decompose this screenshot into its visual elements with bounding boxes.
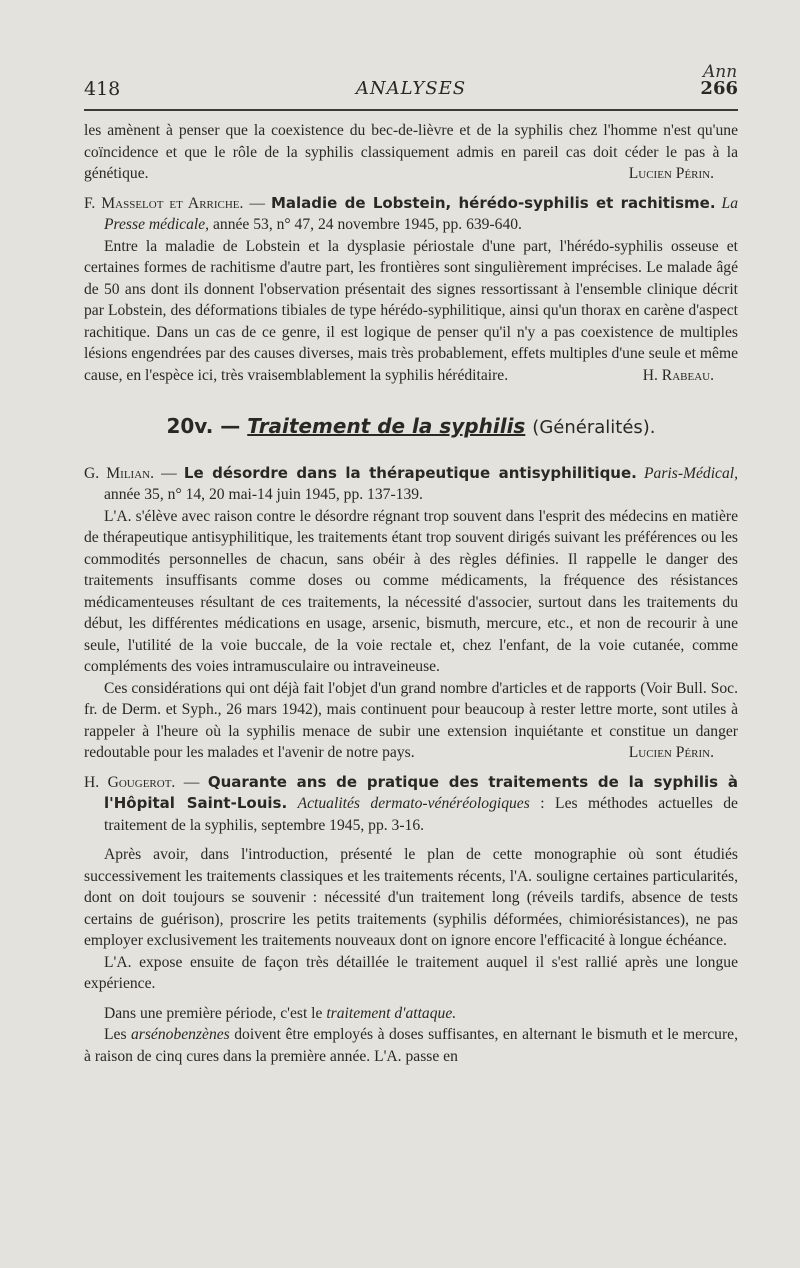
page-number: 418 — [84, 78, 121, 100]
paragraph: Les arsénobenzènes doivent être employés à doses suffisantes, en alternant le bismuth et le mercure, à raison de cinq cures dans la première année. L'A. passe en — [84, 1026, 738, 1065]
paragraph: L'A. s'élève avec raison contre le désordre régnant trop souvent dans l'esprit des médecins en matière de thérapeutique antisyphilitique, les traitements étant trop souvent dirigés suivant les préférences ou les commodités personnelles de chacun, sans obéir à des règles définies. Il rappelle le danger des traitements insuffisants comme doses ou comme médicaments, la fréquence des résistances médicamenteuses résultant de ces traitements, la nécessité d'associer, surtout dans les traitements du début, les différentes médications en usage, arsenic, bismuth, mercure, etc., et non de recourir à une seule, l'utilité de la voie buccale, de la voie rectale et, chez l'enfant, de la voie cutanée, comme compléments des voies intramusculaire ou intraveineuse. — [84, 507, 738, 675]
paragraph: L'A. expose ensuite de façon très détaillée le traitement auquel il s'est rallié après une longue expérience. — [84, 953, 738, 992]
signature: Lucien Périn. — [628, 165, 714, 182]
paragraph: Entre la maladie de Lobstein et la dysplasie périostale d'une part, l'hérédo-syphilis osseuse et certaines formes de rachitisme d'autre part, les frontières sont singulièrement imprécises. Le malade âgé de 50 ans dont ils donnent l'observation présentait des signes ressortissant à l'ensemble clinique décrit par Lobstein, des déformations tibiales de type hérédo-syphilitique, ainsi qu'un thorax en carène d'aspect rachitique. Dans un cas de ce genre, il est logique de penser qu'il n'y a pas coexistence de multiples lésions engendrées par des causes diverses, mais très probablement, effets multiples d'une seule et même cause, en l'espèce ici, très vraisemblablement la syphilis héréditaire. H. Rabeau. — [84, 236, 738, 387]
running-title: ANALYSES — [355, 78, 467, 99]
paragraph: les amènent à penser que la coexistence du bec-de-lièvre et de la syphilis chez l'homme n'est qu'une coïncidence et que le rôle de la syphilis classiquement admis en pareil cas doit céder le pas à la génétique. Lucien Périn. — [84, 120, 738, 185]
corner-annotation: Ann — [703, 62, 738, 82]
paragraph: Dans une première période, c'est le traitement d'attaque. — [104, 1004, 457, 1022]
article-body — [84, 120, 738, 1067]
article-heading: H. Gougerot. — Quarante ans de pratique des traitements de la syphilis à l'Hôpital Saint-Louis. Actualités dermato-vénéréologiques : Les méthodes actuelles de traitement de la syphilis, septembre 1945, pp. 3-16. — [84, 772, 738, 834]
header-rule — [84, 109, 738, 111]
section-heading — [84, 416, 738, 439]
article-reference: : Les méthodes actuelles de traitement de la syphilis, septembre 1945, pp. 3-16. — [104, 795, 738, 834]
article-source: Actualités dermato-vénéréologiques — [297, 795, 530, 812]
article-author: F. Masselot et Arriche. — [84, 194, 244, 212]
section-title: Traitement de la syphilis — [247, 414, 526, 438]
section-subtitle: (Généralités). — [532, 417, 656, 438]
article-reference: année 53, n° 47, 24 novembre 1945, pp. 639-640. — [212, 216, 522, 233]
issue-number: 266 — [700, 78, 738, 99]
article-source: La Presse médicale, — [104, 194, 739, 233]
article-source: Paris-Médical, — [644, 464, 739, 482]
paragraph: Ces considérations qui ont déjà fait l'objet d'un grand nombre d'articles et de rapports (Voir Bull. Soc. fr. de Derm. et Syph., 26 mars 1942), mais continuent pour beaucoup à rester lettre morte, sont utiles à rappeler à l'heure où la syphilis menace de subir une extension inquiétante et constitue un danger redoutable pour les malades et l'avenir de notre pays. Lucien Périn. — [84, 678, 738, 764]
running-header — [84, 78, 738, 106]
signature: Lucien Périn. — [628, 744, 714, 761]
article-heading: F. Masselot et Arriche. — Maladie de Lobstein, hérédo-syphilis et rachitisme. La Presse médicale, année 53, n° 47, 24 novembre 1945, pp. 639-640. — [84, 193, 739, 233]
article-title: Maladie de Lobstein, hérédo-syphilis et rachitisme. — [270, 193, 716, 212]
article-title: Quarante ans de pratique des traitements de la syphilis à l'Hôpital Saint-Louis. — [104, 772, 738, 812]
signature: H. Rabeau. — [642, 366, 714, 384]
paragraph: Après avoir, dans l'introduction, présenté le plan de cette monographie où sont étudiés successivement les traitements classiques et les traitements récents, l'A. souligne certaines particularités, dont on doit toujours se souvenir : nécessité d'un traitement long (réveils tardifs, absence de tests certains de guérison), proscrire les petits traitements (syphilis déformées, chimiorésistances), ne pas employer exclusivement les traitements nouveaux dont on ignore encore l'efficacité à longue échéance. — [84, 846, 738, 949]
article-heading: G. Milian. — Le désordre dans la thérapeutique antisyphilitique. Paris-Médical, année 35, n° 14, 20 mai-14 juin 1945, pp. 137-139. — [84, 463, 739, 503]
article-author: H. Gougerot. — [84, 773, 176, 791]
article-title: Le désordre dans la thérapeutique antisyphilitique. — [183, 463, 637, 482]
section-number: 20v. — — [166, 414, 241, 438]
article-reference: année 35, n° 14, 20 mai-14 juin 1945, pp. 137-139. — [104, 486, 423, 503]
article-author: G. Milian. — [84, 464, 155, 482]
